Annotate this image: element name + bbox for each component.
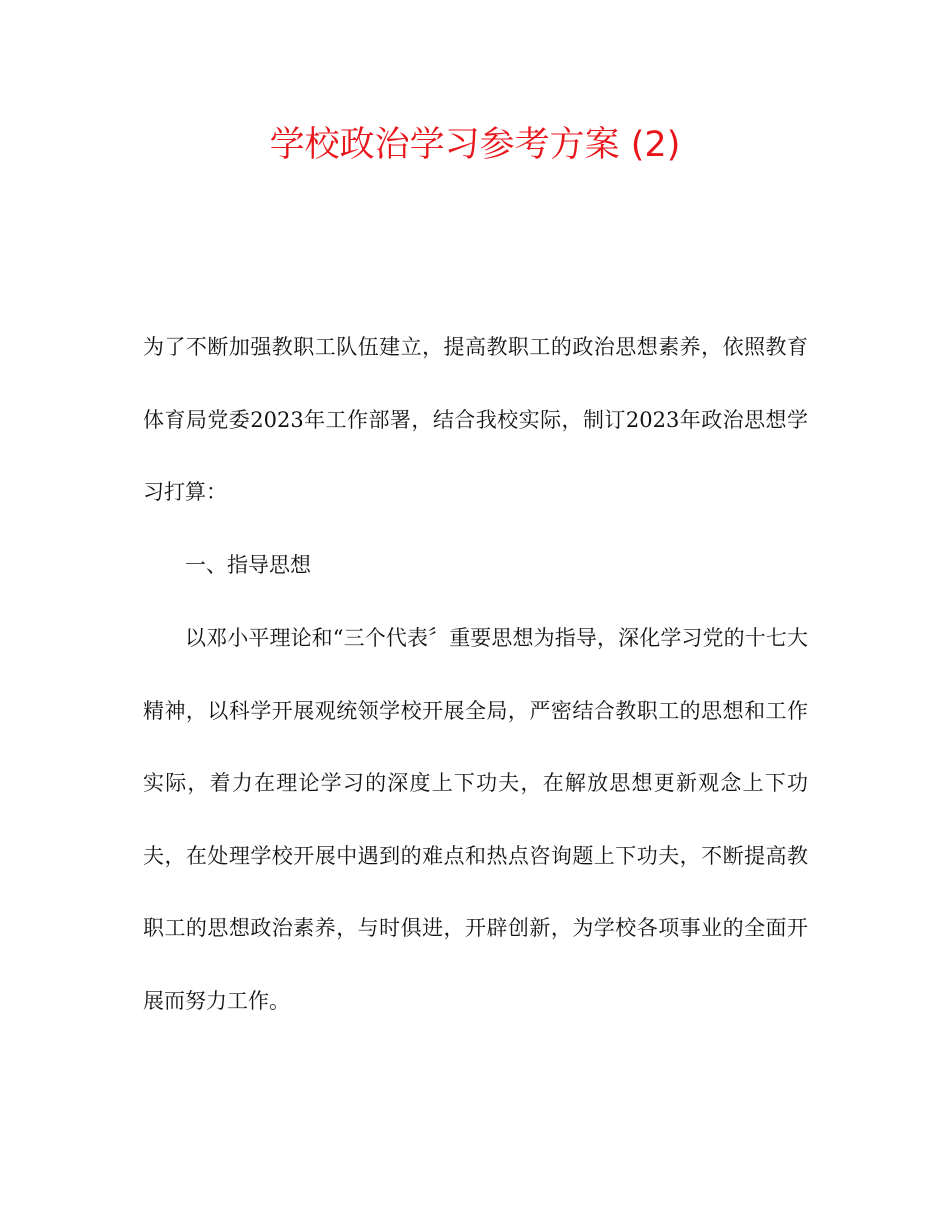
section-heading: 一、指导思想 (185, 553, 311, 577)
section-heading-block (143, 529, 808, 602)
intro-paragraph: 为了不断加强教职工队伍建立，提高教职工的政治思想素养，依照教育体育局党委2023年工作部署，结合我校实际，制订2023年政治思想学习打算： (143, 335, 808, 505)
section-body-paragraph: 以邓小平理论和“三个代表〞重要思想为指导，深化学习党的十七大精神，以科学开展观统领学校开展全局，严密结合教职工的思想和工作实际，着力在理论学习的深度上下功夫，在解放思想更新观念上下功夫，在处理学校开展中遇到的难点和热点咨询题上下功夫，不断提高教职工的思想政治素养，与时俱进，开辟创新，为学校各项事业的全面开展而努力工作。 (143, 626, 808, 1013)
intro-block (143, 311, 808, 529)
document-title: 学校政治学习参考方案 (2) (269, 125, 681, 165)
section-body-block (143, 602, 808, 1038)
